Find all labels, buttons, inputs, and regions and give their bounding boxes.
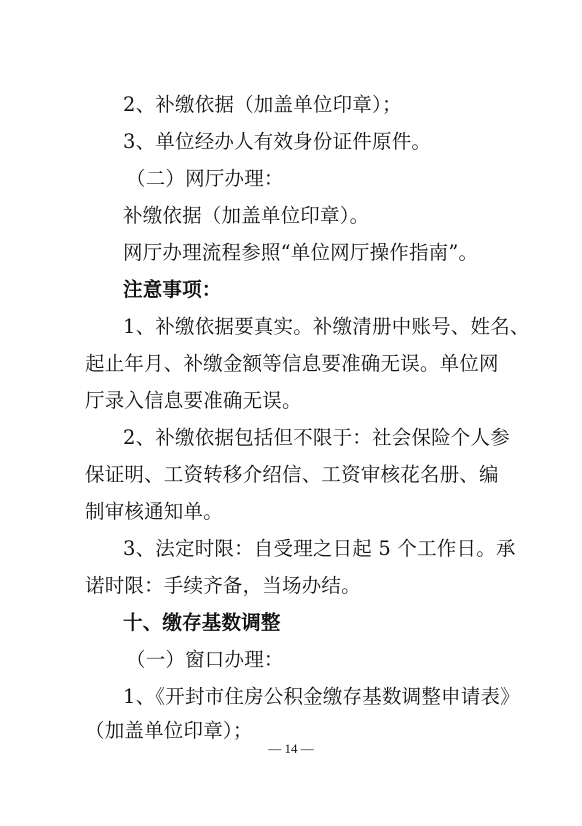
paragraph-line: 保证明、工资转移介绍信、工资审核花名册、编 (85, 463, 499, 486)
paragraph-line: （加盖单位印章）； (85, 719, 253, 742)
paragraph-line: 2、补缴依据包括但不限于：社会保险个人参 (123, 426, 510, 449)
paragraph-line: 制审核通知单。 (85, 500, 223, 523)
paragraph-line: 厅录入信息要准确无误。 (85, 389, 302, 412)
paragraph-line: 1、补缴依据要真实。补缴清册中账号、姓名、 (123, 315, 530, 338)
paragraph-line: 1、《开封市住房公积金缴存基数调整申请表》 (123, 685, 520, 708)
paragraph-line: 诺时限：手续齐备，当场办结。 (85, 574, 361, 597)
page-number: — 14 — (268, 741, 314, 756)
paragraph-line: 起止年月、补缴金额等信息要准确无误。单位网 (85, 352, 499, 375)
paragraph-line: 补缴依据（加盖单位印章）。 (123, 204, 370, 227)
paragraph-line: 3、法定时限：自受理之日起 5 个工作日。承 (123, 537, 516, 560)
section-heading: 十、缴存基数调整 (123, 611, 281, 634)
paragraph-line: 2、补缴依据（加盖单位印章）； (123, 93, 402, 116)
paragraph-line: 3、单位经办人有效身份证件原件。 (123, 130, 432, 153)
notice-heading: 注意事项： (123, 278, 222, 301)
section-subheading: （一）窗口办理： (126, 648, 284, 671)
paragraph-line: 网厅办理流程参照“单位网厅操作指南”。 (123, 241, 479, 264)
section-subheading: （二）网厅办理： (126, 167, 284, 190)
